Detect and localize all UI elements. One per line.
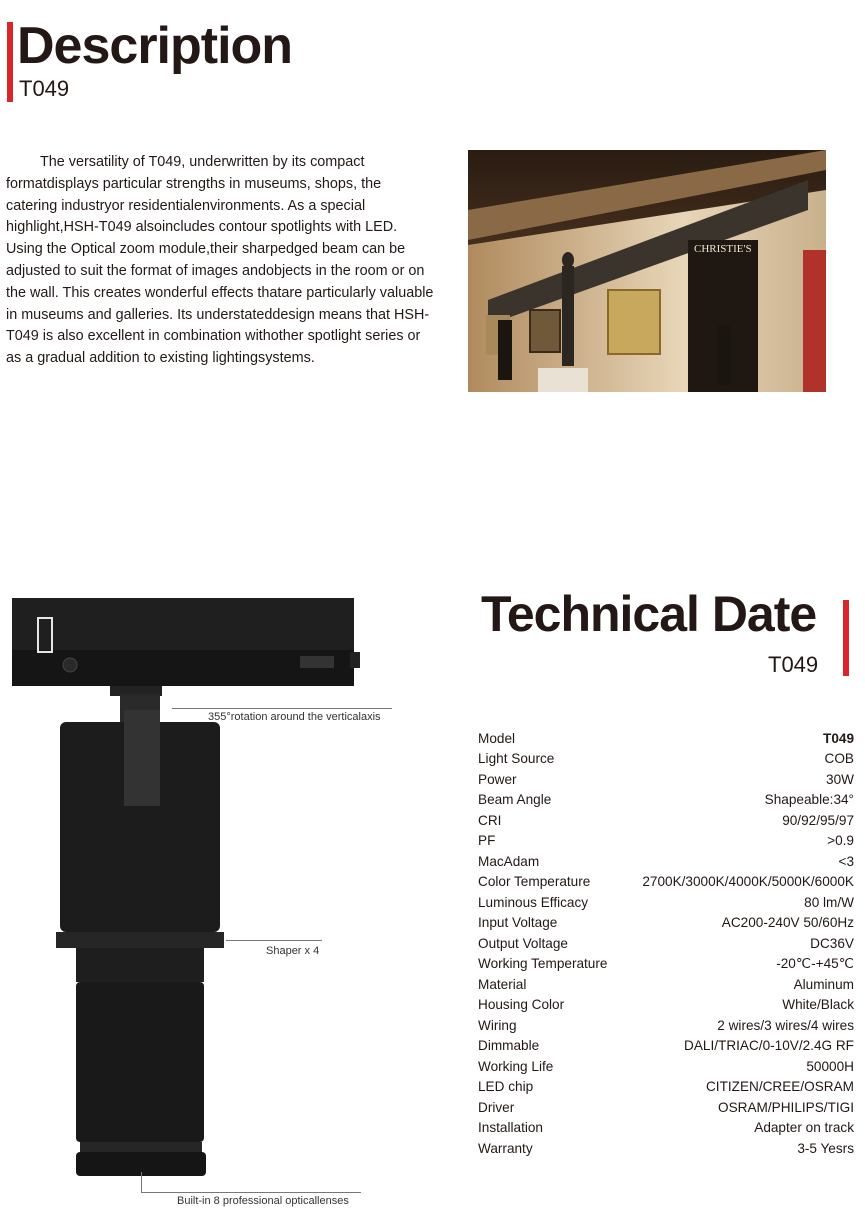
spec-value: 3-5 Yesrs [797,1140,854,1156]
spec-label: Model [478,730,516,746]
spec-label: MacAdam [478,853,540,869]
spec-value: 2700K/3000K/4000K/5000K/6000K [642,874,854,890]
description-paragraph [6,152,434,370]
spec-row [478,1036,854,1057]
spec-value: 2 wires/3 wires/4 wires [717,1017,854,1033]
spec-value: AC200-240V 50/60Hz [721,915,854,931]
spec-row [478,974,854,995]
spec-value: T049 [823,730,854,746]
spec-label: CRI [478,812,502,828]
spec-row [478,810,854,831]
spec-value: -20℃-+45℃ [776,955,854,971]
spec-table [478,728,854,1159]
spec-row [478,1056,854,1077]
spec-value: White/Black [782,997,854,1013]
spec-value: 50000H [806,1058,854,1074]
spec-label: Power [478,771,517,787]
spec-row [478,1097,854,1118]
spec-row [478,872,854,893]
spec-value: COB [824,751,854,767]
technical-accent-bar [843,600,849,676]
spec-row [478,769,854,790]
spec-row [478,1015,854,1036]
track-spotlight-illustration [0,590,370,1212]
spec-value: >0.9 [827,833,854,849]
callout-line-shaper [226,940,322,941]
description-accent-bar [7,22,13,102]
spec-row [478,1138,854,1159]
spec-row [478,790,854,811]
spec-value: 90/92/95/97 [782,812,854,828]
spec-label: Output Voltage [478,935,568,951]
spec-label: Installation [478,1120,543,1136]
spec-label: Dimmable [478,1038,540,1054]
description-title: Description [17,17,293,75]
gallery-photo [468,150,826,392]
spec-value: <3 [838,853,854,869]
spec-row [478,1118,854,1139]
callout-line-rotation [172,708,392,709]
spec-value: Aluminum [793,976,854,992]
spec-row [478,851,854,872]
spec-label: Beam Angle [478,792,552,808]
christies-sign: CHRISTIE'S [694,243,752,255]
spec-row [478,831,854,852]
spec-row [478,995,854,1016]
spec-row [478,728,854,749]
callout-shaper: Shaper x 4 [266,945,320,957]
spec-value: CITIZEN/CREE/OSRAM [705,1079,854,1095]
spec-label: Material [478,976,527,992]
spec-label: Luminous Efficacy [478,894,589,910]
spec-label: LED chip [478,1079,534,1095]
description-text: The versatility of T049, underwritten by its compact formatdisplays particular strengths in museums, shops, the catering industryor residentialenvironments. As a special highlight,HSH-T049 alsoincludes contour spotlights with LED. Using the Optical zoom module,their sharpedged beam can be adjusted to suit the format of images andobjects in the room or on the wall. This creates wonderful effects thatare particularly valuable in museums and galleries. Its understateddesign means that HSH-T049 is also excellent in combination withother spotlight series or as a gradual addition to existing lightingsystems. [6,154,434,367]
spec-label: Working Life [478,1058,554,1074]
spec-label: PF [478,833,496,849]
spec-row [478,1077,854,1098]
spec-label: Wiring [478,1017,517,1033]
callout-line-lenses-vertical [141,1172,142,1192]
spec-row [478,933,854,954]
spec-row [478,954,854,975]
callout-lenses: Built-in 8 professional opticallenses [177,1195,349,1207]
spec-label: Driver [478,1099,515,1115]
callout-rotation: 355°rotation around the verticalaxis [208,711,381,723]
spec-value: Shapeable:34° [764,792,854,808]
spec-value: 80 lm/W [804,894,854,910]
spec-value: DC36V [810,935,854,951]
spec-label: Working Temperature [478,956,608,972]
spec-row [478,749,854,770]
spec-row [478,892,854,913]
technical-model: T049 [768,652,819,677]
spec-label: Light Source [478,751,555,767]
gallery-photo-illustration [468,150,826,392]
spec-label: Warranty [478,1140,533,1156]
spec-label: Color Temperature [478,874,591,890]
spec-value: OSRAM/PHILIPS/TIGI [718,1099,854,1115]
spec-value: 30W [826,771,854,787]
spec-value: Adapter on track [754,1120,854,1136]
spec-value: DALI/TRIAC/0-10V/2.4G RF [684,1038,854,1054]
spec-row [478,913,854,934]
description-model: T049 [19,76,70,101]
spec-label: Input Voltage [478,915,558,931]
technical-title: Technical Date [481,586,817,642]
callout-line-lenses [141,1192,361,1193]
spec-label: Housing Color [478,997,565,1013]
